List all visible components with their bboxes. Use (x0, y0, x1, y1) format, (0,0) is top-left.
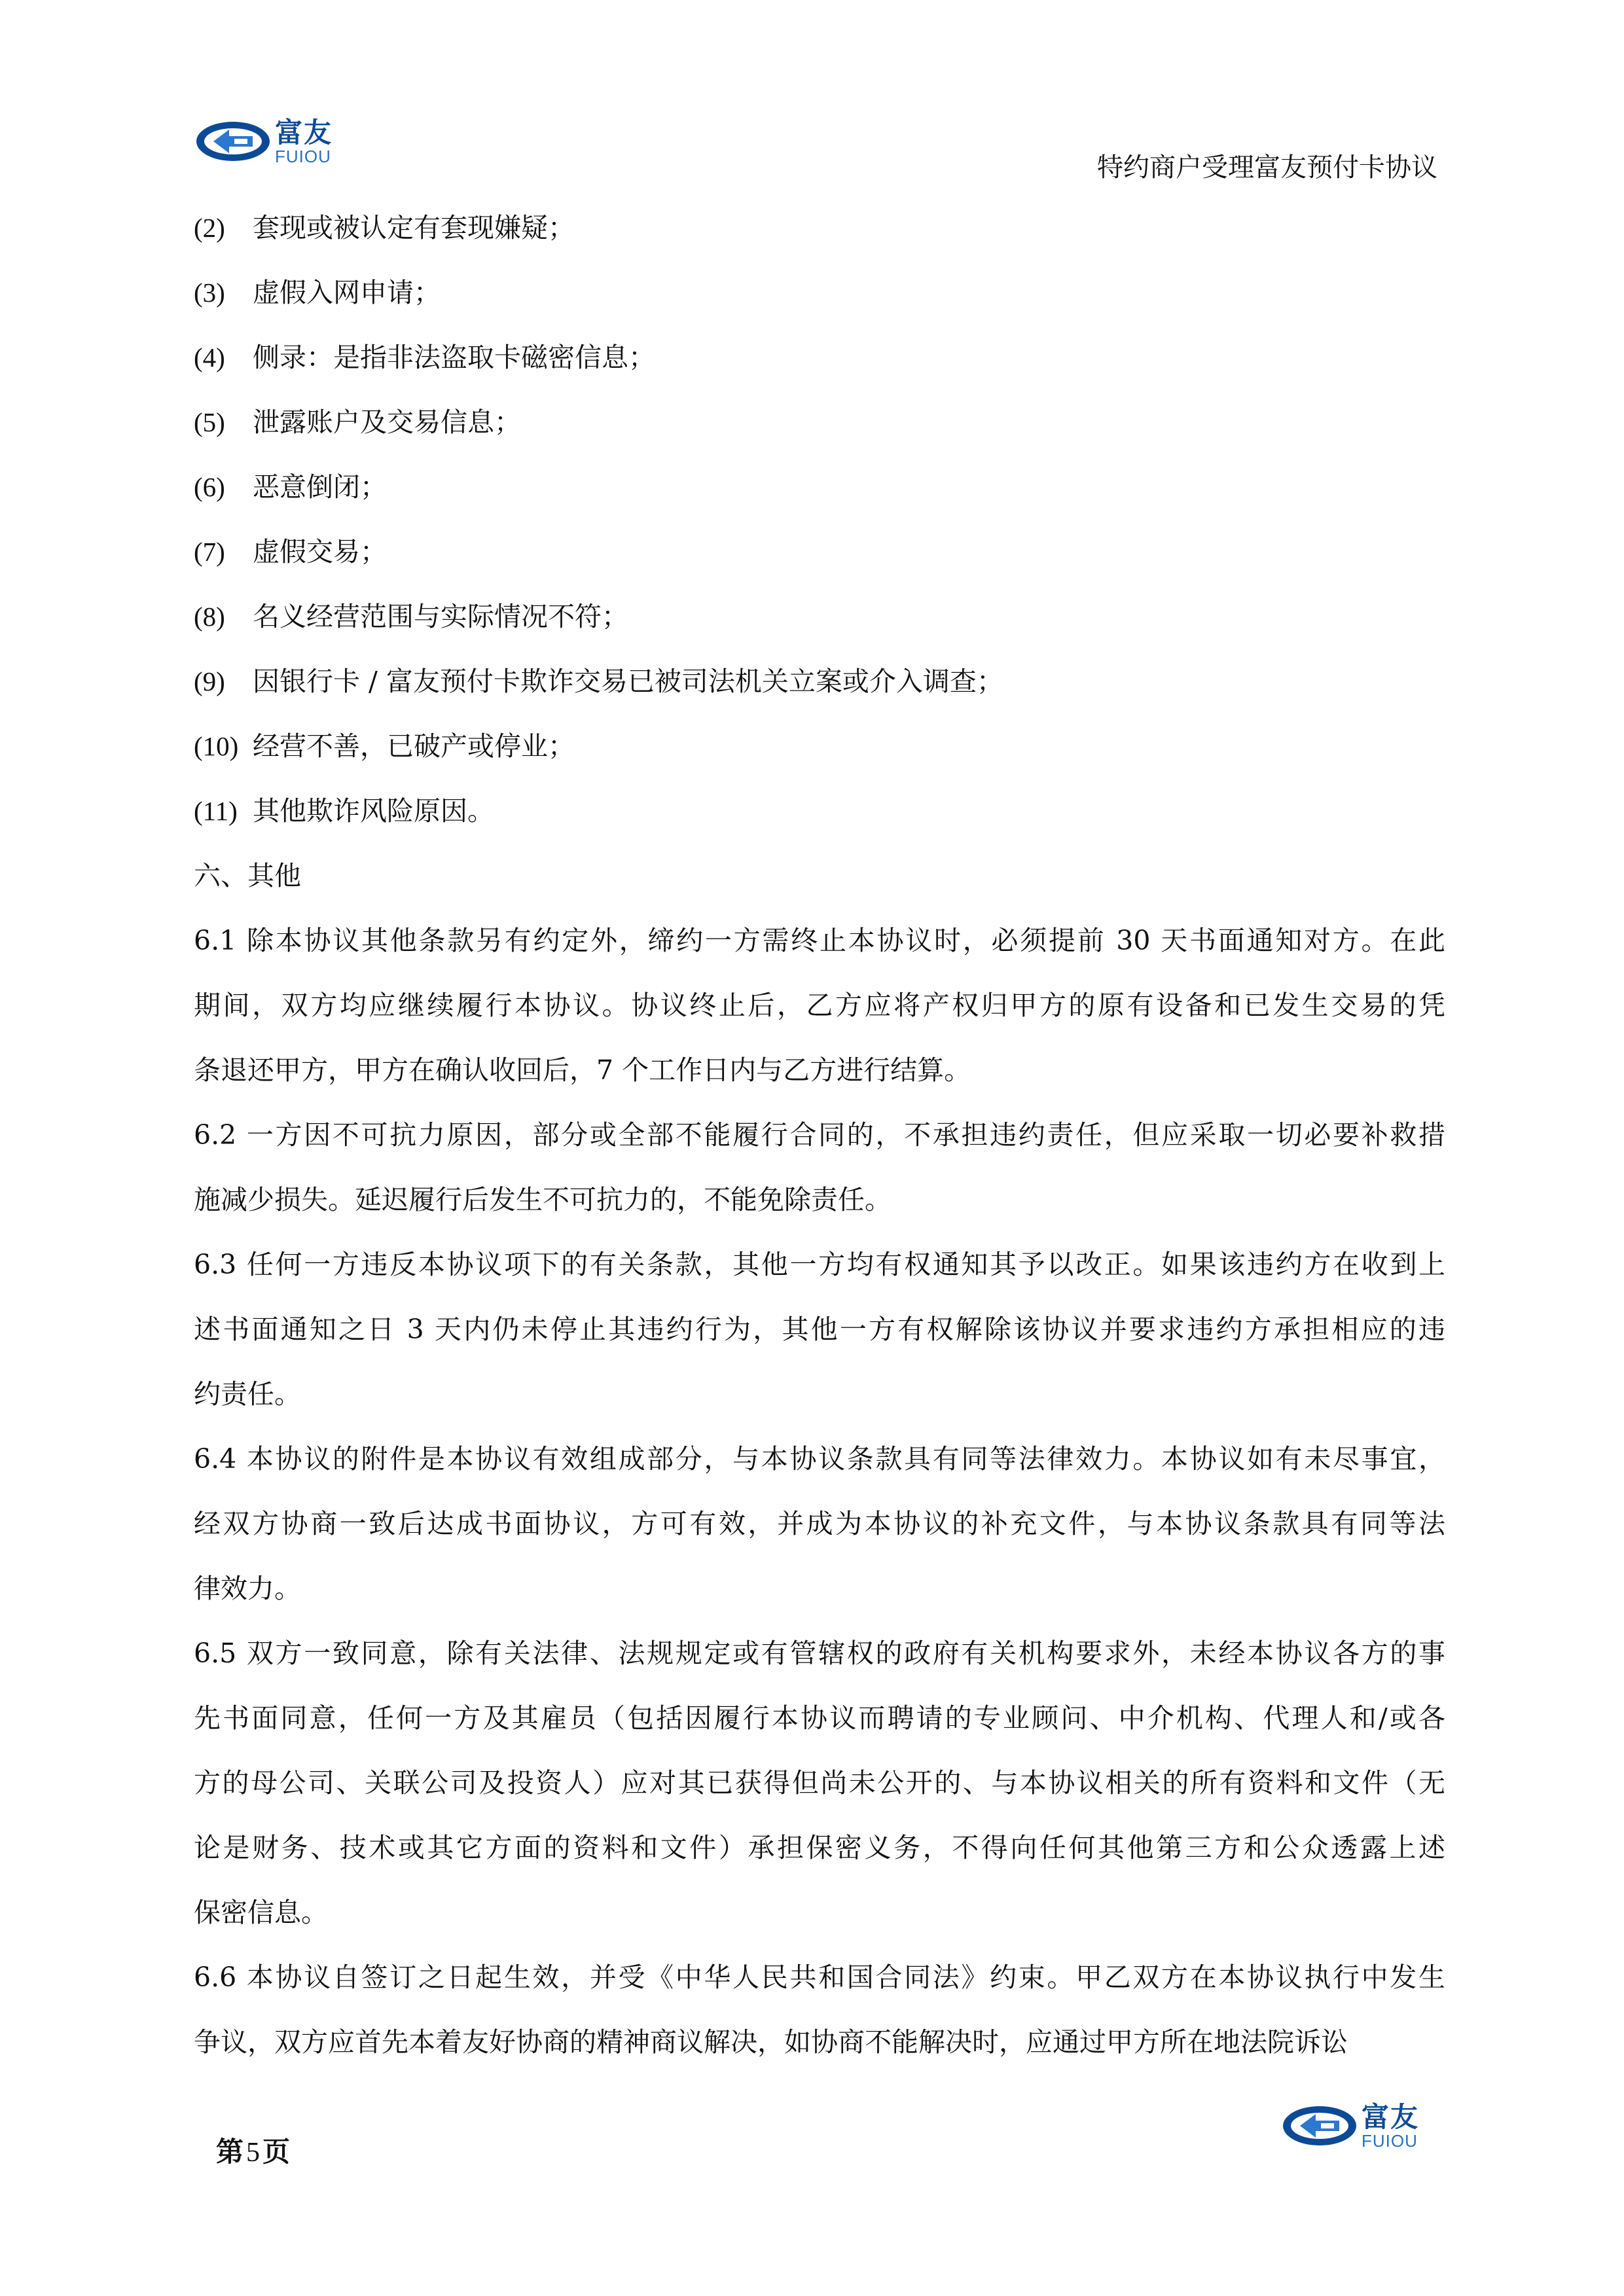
clause-line: 6.1 除本协议其他条款另有约定外，缔约一方需终止本协议时，必须提前 30 天书面通知对方。在此 (194, 925, 1445, 956)
logo-cn-text: 富友 (1362, 2101, 1420, 2133)
clause-line: 期间，双方均应继续履行本协议。协议终止后，乙方应将产权归甲方的原有设备和已发生交易的凭 (194, 990, 1445, 1021)
list-item-number: (10) (194, 731, 239, 761)
list-item-number: (5) (194, 407, 225, 437)
list-item-text: 名义经营范围与实际情况不符； (253, 601, 628, 632)
clause-line: 6.3 任何一方违反本协议项下的有关条款，其他一方均有权通知其予以改正。如果该违约方在收到上 (194, 1249, 1445, 1280)
header-logo (195, 118, 333, 165)
list-item-number: (8) (194, 601, 225, 632)
list-item (194, 338, 1445, 403)
logo-en-text: FUIOU (275, 147, 331, 166)
list-item (194, 791, 1445, 856)
page-suffix: 页 (262, 2136, 291, 2168)
clause-line: 方的母公司、关联公司及投资人）应对其已获得但尚未公开的、与本协议相关的所有资料和文件（无 (194, 1767, 1445, 1799)
list-item-text: 虚假交易； (253, 536, 387, 567)
list-item (194, 532, 1445, 597)
clause-line: 6.6 本协议自签订之日起生效，并受《中华人民共和国合同法》约束。甲乙双方在本协议执行中发生 (194, 1962, 1445, 1993)
clause-line: 述书面通知之日 3 天内仍未停止其违约行为，其他一方有权解除该协议并要求违约方承担相应的违 (194, 1314, 1445, 1345)
list-item (194, 726, 1445, 791)
list-item-number: (7) (194, 537, 225, 567)
list-item-text: 侧录：是指非法盗取卡磁密信息； (253, 342, 655, 373)
list-item-number: (4) (194, 342, 225, 372)
list-item-text: 套现或被认定有套现嫌疑； (253, 212, 575, 243)
clause (194, 1115, 1445, 1245)
logo-cn-text: 富友 (275, 117, 333, 149)
clause-line: 律效力。 (194, 1573, 301, 1604)
list-item-number: (11) (194, 796, 238, 826)
clause-line: 条退还甲方，甲方在确认收回后，7 个工作日内与乙方进行结算。 (194, 1054, 971, 1086)
list-item-number: (3) (194, 278, 225, 308)
clause-line: 先书面同意，任何一方及其雇员（包括因履行本协议而聘请的专业顾问、中介机构、代理人和/或各 (194, 1702, 1445, 1734)
clause (194, 1439, 1445, 1634)
fuiou-logo-icon (1282, 2105, 1358, 2147)
document-body (194, 208, 1445, 2087)
section-heading: 六、其他 (194, 860, 301, 891)
clause-line: 6.2 一方因不可抗力原因，部分或全部不能履行合同的，不承担违约责任，但应采取一切必要补救措 (194, 1119, 1445, 1151)
clause-line: 约责任。 (194, 1378, 301, 1410)
fuiou-logo-icon (195, 120, 271, 162)
clause-line: 保密信息。 (194, 1897, 328, 1928)
footer-logo (1282, 2102, 1419, 2149)
list-item (194, 208, 1445, 273)
list-item (194, 403, 1445, 467)
page-prefix: 第 (216, 2136, 244, 2168)
clause (194, 1245, 1445, 1439)
list-item-text: 虚假入网申请； (253, 277, 441, 308)
page-number-value: 5 (246, 2138, 261, 2168)
logo-en-text: FUIOU (1362, 2131, 1418, 2151)
risk-list (194, 208, 1445, 856)
page-number (216, 2130, 290, 2170)
list-item-number: (2) (194, 213, 225, 243)
clause (194, 1958, 1445, 2087)
list-item-text: 泄露账户及交易信息； (253, 406, 521, 438)
clause-line: 经双方协商一致后达成书面协议，方可有效，并成为本协议的补充文件，与本协议条款具有同等法 (194, 1508, 1445, 1539)
clause-line: 施减少损失。延迟履行后发生不可抗力的，不能免除责任。 (194, 1184, 892, 1215)
clause (194, 921, 1445, 1115)
clause-line: 论是财务、技术或其它方面的资料和文件）承担保密义务，不得向任何其他第三方和公众透露上述 (194, 1832, 1445, 1863)
clause (194, 1634, 1445, 1958)
list-item (194, 467, 1445, 532)
clause-line: 6.5 双方一致同意，除有关法律、法规规定或有管辖权的政府有关机构要求外，未经本协议各方的事 (194, 1638, 1445, 1669)
list-item-number: (9) (194, 666, 225, 696)
list-item-text: 因银行卡 / 富友预付卡欺诈交易已被司法机关立案或介入调查； (253, 666, 1003, 697)
list-item (194, 662, 1445, 726)
list-item-text: 其他欺诈风险原因。 (253, 795, 494, 827)
list-item-text: 恶意倒闭； (253, 471, 387, 503)
clause-line: 6.4 本协议的附件是本协议有效组成部分，与本协议条款具有同等法律效力。本协议如有未尽事宜， (194, 1443, 1445, 1475)
list-item (194, 273, 1445, 338)
clauses (194, 921, 1445, 2087)
list-item (194, 597, 1445, 662)
clause-line: 争议，双方应首先本着友好协商的精神商议解决，如协商不能解决时，应通过甲方所在地法院诉讼 (194, 2026, 1348, 2058)
list-item-number: (6) (194, 472, 225, 502)
document-title: 特约商户受理富友预付卡协议 (1097, 152, 1437, 183)
list-item-text: 经营不善，已破产或停业； (253, 730, 575, 762)
